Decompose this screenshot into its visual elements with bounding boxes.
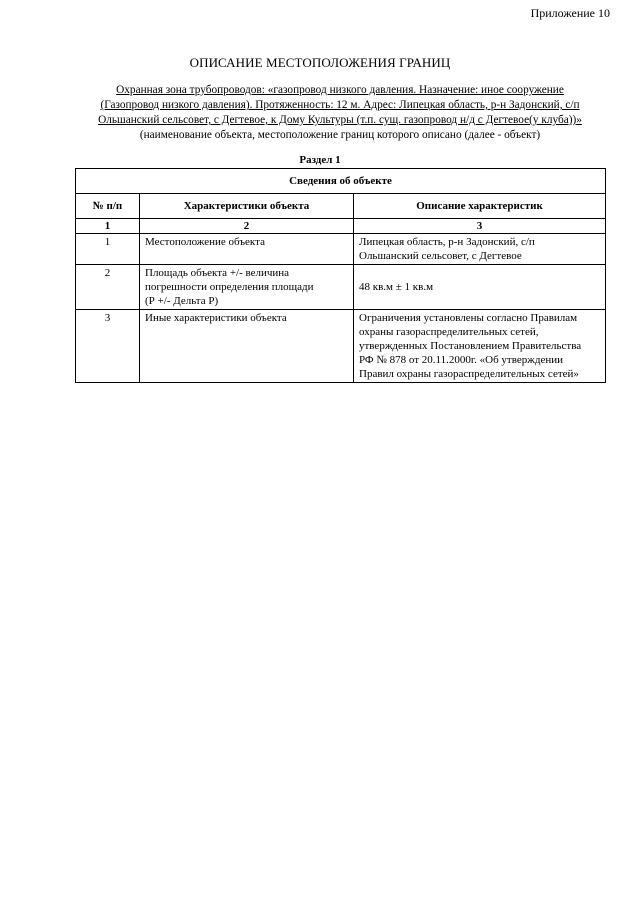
cell-line: РФ № 878 от 20.11.2000г. «Об утверждении [359, 354, 563, 366]
cell-line: Иные характеристики объекта [145, 312, 287, 324]
row-description [354, 234, 606, 265]
cell-line: Правил охраны газораспределительных сетей» [359, 368, 579, 380]
header-characteristic: Характеристики объекта [140, 194, 354, 219]
cell-line: Местоположение объекта [145, 236, 265, 248]
object-description [80, 83, 600, 143]
cell-line: погрешности определения площади [145, 281, 314, 293]
cell-line: утвержденных Постановлением Правительства [359, 340, 582, 352]
object-description-line: Охранная зона трубопроводов: «газопровод низкого давления. Назначение: иное сооружение [116, 84, 564, 96]
table-row [76, 310, 606, 383]
cell-line: Ольшанский сельсовет, с Дегтевое [359, 250, 522, 262]
column-number: 1 [76, 219, 140, 234]
object-description-line: (Газопровод низкого давления). Протяженность: 12 м. Адрес: Липецкая область, р-н Задонский, с/п [100, 99, 580, 111]
document-title: ОПИСАНИЕ МЕСТОПОЛОЖЕНИЯ ГРАНИЦ [189, 55, 451, 70]
object-description-caption: (наименование объекта, местоположение границ которого описано (далее - объект) [139, 129, 541, 141]
table-caption: Сведения об объекте [76, 169, 606, 194]
section-title: Раздел 1 [299, 154, 341, 166]
column-number-row [76, 219, 606, 234]
row-characteristic [140, 234, 354, 265]
header-num: № п/п [76, 194, 140, 219]
table-caption-row [76, 169, 606, 194]
row-num: 3 [76, 310, 140, 383]
row-characteristic [140, 310, 354, 383]
header-description: Описание характеристик [354, 194, 606, 219]
row-num: 1 [76, 234, 140, 265]
cell-line: Площадь объекта +/- величина [145, 267, 290, 279]
cell-line: (Р +/- Дельта Р) [145, 295, 219, 307]
column-number: 3 [354, 219, 606, 234]
appendix-label: Приложение 10 [530, 6, 610, 20]
cell-line: охраны газораспределительных сетей, [359, 326, 539, 338]
cell-line: Липецкая область, р-н Задонский, с/п [359, 236, 535, 248]
column-number: 2 [140, 219, 354, 234]
cell-line: 48 кв.м ± 1 кв.м [359, 281, 434, 293]
row-description [354, 310, 606, 383]
object-info-table [75, 168, 606, 383]
row-characteristic [140, 265, 354, 310]
row-description [354, 265, 606, 310]
object-description-line: Ольшанский сельсовет, с Дегтевое, к Дому Культуры (т.п. сущ. газопровод н/д с Дегтевое(у клуба))» [98, 114, 582, 126]
table-row [76, 234, 606, 265]
row-num: 2 [76, 265, 140, 310]
cell-line: Ограничения установлены согласно Правилам [359, 312, 578, 324]
table-header-row [76, 194, 606, 219]
table-row [76, 265, 606, 310]
